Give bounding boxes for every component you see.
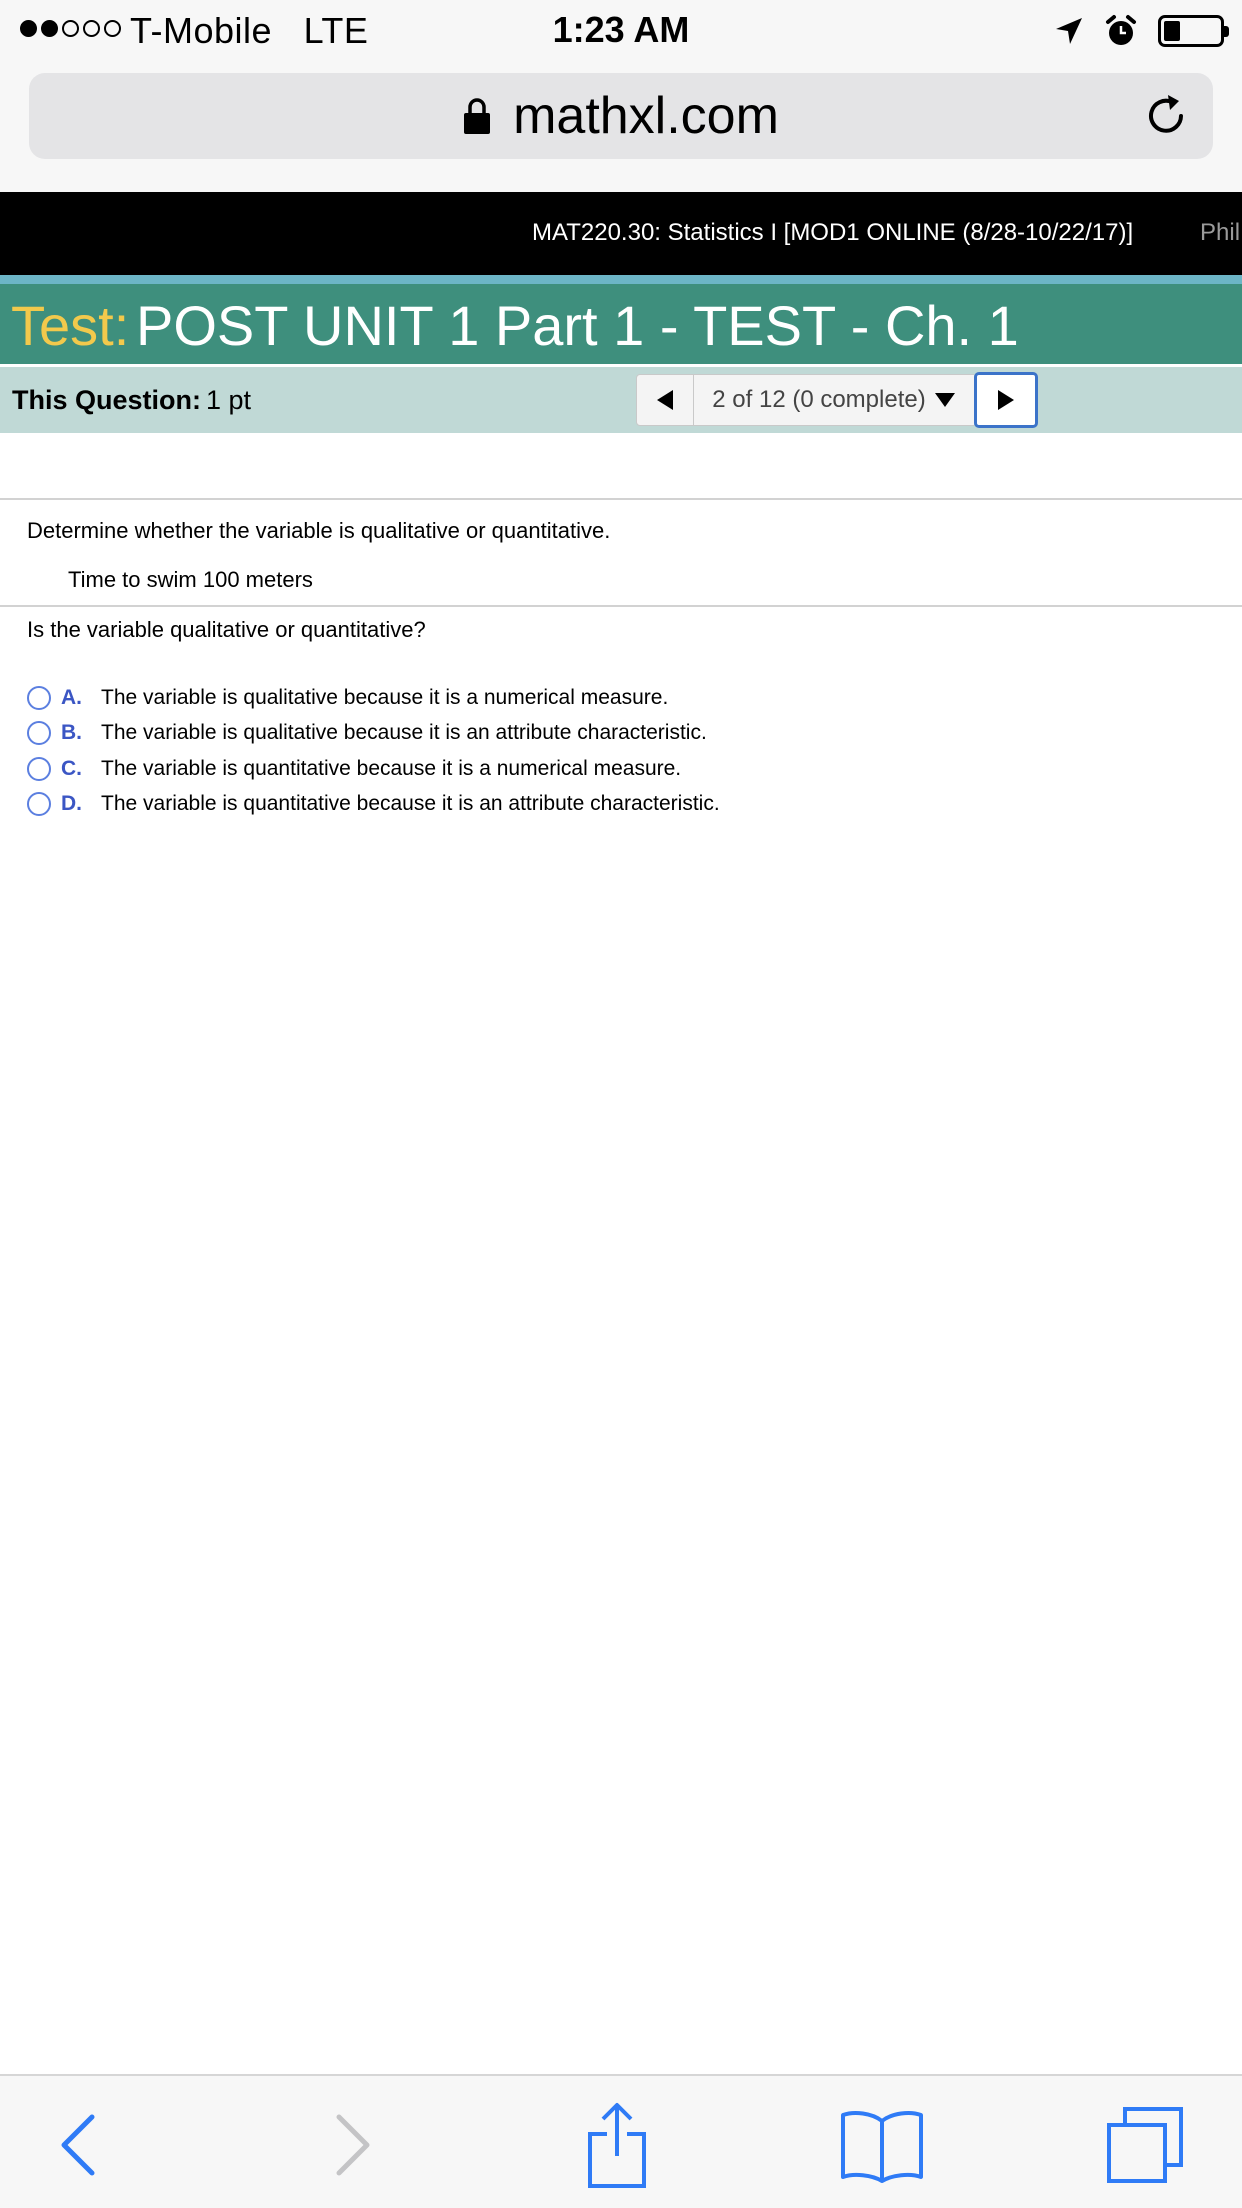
network-type: LTE [303,10,369,51]
share-icon [585,2102,649,2188]
answer-choice-b[interactable] [27,716,720,752]
course-title[interactable]: MAT220.30: Statistics I [MOD1 ONLINE (8/28-10/22/17)] [532,219,1134,246]
question-points-label: This Question: [12,385,201,415]
address-bar[interactable] [29,73,1213,159]
triangle-down-icon [934,392,956,408]
url-text: mathxl.com [513,87,779,145]
choice-letter: A. [61,685,82,709]
reload-icon[interactable] [1141,91,1191,141]
radio-button[interactable] [27,686,51,710]
test-name: POST UNIT 1 Part 1 - TEST - Ch. 1 [136,294,1019,357]
back-icon [58,2113,98,2177]
content-divider [0,498,1242,500]
question-points-value: 1 pt [206,385,252,415]
address-content [29,73,1213,159]
share-button[interactable] [572,2100,662,2190]
lock-icon [463,97,491,135]
forward-icon [333,2113,373,2177]
browser-address-area [0,62,1242,192]
course-bar [0,192,1242,275]
triangle-left-icon [655,388,675,412]
status-bar [0,0,1242,62]
answer-choice-c[interactable] [27,751,720,787]
choice-letter: B. [61,721,82,745]
carrier-name: T-Mobile [130,10,273,51]
back-button[interactable] [33,2100,123,2190]
question-navigator [636,374,1038,426]
radio-button[interactable] [27,757,51,781]
bookmarks-icon [840,2107,924,2183]
answer-choices [27,680,720,822]
choice-letter: D. [61,792,82,816]
test-title-bar [0,284,1242,364]
triangle-right-icon [996,388,1016,412]
test-label: Test: [11,294,130,357]
choice-text[interactable]: The variable is qualitative because it is an attribute characteristic. [101,721,707,745]
battery-icon [1158,15,1224,47]
radio-button[interactable] [27,792,51,816]
question-variable: Time to swim 100 meters [68,567,313,592]
choice-text[interactable]: The variable is quantitative because it is an attribute characteristic. [101,792,720,816]
tabs-icon [1105,2105,1185,2185]
answer-choice-a[interactable] [27,680,720,716]
user-name[interactable]: Phil [1200,219,1241,246]
forward-button[interactable] [308,2100,398,2190]
previous-question-button[interactable] [636,374,694,426]
answer-choice-d[interactable] [27,787,720,823]
alarm-clock-icon [1104,14,1138,48]
choice-text[interactable]: The variable is quantitative because it is a numerical measure. [101,756,682,780]
location-arrow-icon [1054,16,1084,46]
radio-button[interactable] [27,721,51,745]
next-question-button[interactable] [974,372,1038,428]
bookmarks-button[interactable] [837,2100,927,2190]
status-time: 1:23 AM [552,9,690,50]
choice-text[interactable]: The variable is qualitative because it is a numerical measure. [101,685,669,709]
question-info-bar [0,367,1242,433]
header-accent-line [0,275,1242,284]
status-icons [1054,14,1224,48]
tabs-button[interactable] [1100,2100,1190,2190]
question-select-dropdown[interactable] [694,374,974,426]
question-prompt: Determine whether the variable is qualitative or quantitative. [27,518,611,543]
browser-toolbar [0,2074,1242,2208]
question-progress-text: 2 of 12 (0 complete) [712,386,926,413]
content-divider [0,605,1242,607]
battery-fill [1164,21,1180,41]
choice-letter: C. [61,756,82,780]
sub-question: Is the variable qualitative or quantitative? [27,617,426,642]
